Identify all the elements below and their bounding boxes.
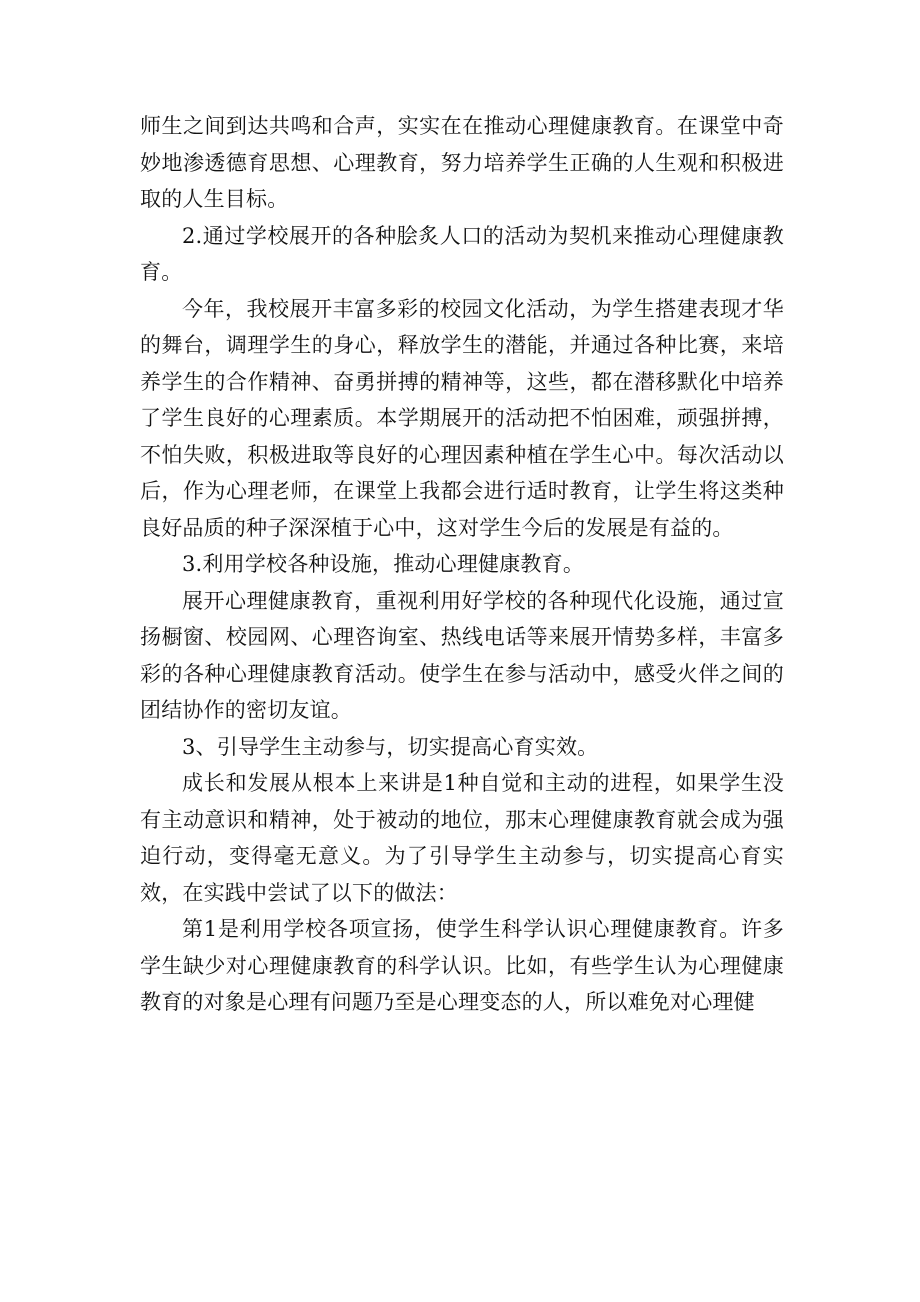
paragraph-heading-participation: 3、引导学生主动参与，切实提高心育实效。 <box>182 734 599 759</box>
paragraph-campus-culture: 今年，我校展开丰富多彩的校园文化活动，为学生搭建表现才华的舞台，调理学生的身心，释放学生的潜能，并通过各种比赛，来培养学生的合作精神、奋勇拼搏的精神等，这些，都在潜移默化中培养了学生良好的心理素质。本学期展开的活动把不怕困难，顽强拼搏，不怕失败，积极进取等良好的心理因素种植在学生心中。每次活动以后，作为心理老师，在课堂上我都会进行适时教育，让学生将这类种良好品质的种子深深植于心中，这对学生今后的发展是有益的。 <box>140 296 784 540</box>
paragraph-heading-facilities: 3.利用学校各种设施，推动心理健康教育。 <box>182 552 585 576</box>
paragraph-heading-activities: 2.通过学校展开的各种脍炙人口的活动为契机来推动心理健康教育。 <box>140 223 784 284</box>
paragraph-growth: 成长和发展从根本上来讲是1种自觉和主动的进程，如果学生没有主动意识和精神，处于被动的地位，那末心理健康教育就会成为强迫行动，变得毫无意义。为了引导学生主动参与，切实提高心育实效，在实践中尝试了以下的做法： <box>140 771 784 905</box>
document-body <box>140 108 784 1021</box>
paragraph-facilities: 展开心理健康教育，重视利用好学校的各种现代化设施，通过宣扬橱窗、校园网、心理咨询室、热线电话等来展开情势多样，丰富多彩的各种心理健康教育活动。使学生在参与活动中，感受火伴之间的团结协作的密切友谊。 <box>140 588 784 722</box>
paragraph-first-method: 第1是利用学校各项宣扬，使学生科学认识心理健康教育。许多学生缺少对心理健康教育的科学认识。比如，有些学生认为心理健康教育的对象是心理有问题乃至是心理变态的人，所以难免对心理健 <box>140 917 784 1014</box>
paragraph-continued: 师生之间到达共鸣和合声，实实在在推动心理健康教育。在课堂中奇妙地渗透德育思想、心理教育，努力培养学生正确的人生观和积极进取的人生目标。 <box>140 114 784 211</box>
